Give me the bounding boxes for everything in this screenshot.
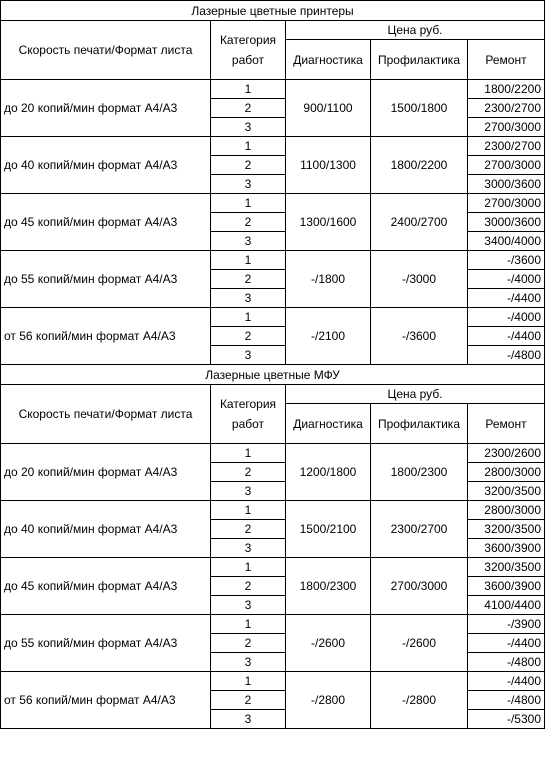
diagnostics-price-cell: 900/1100 (286, 80, 371, 137)
diagnostics-price-cell: 1500/2100 (286, 501, 371, 558)
header-speed: Скорость печати/Формат листа (1, 21, 211, 80)
repair-price-cell: 3400/4000 (468, 232, 545, 251)
category-cell: 3 (211, 232, 286, 251)
header-maintenance: Профилактика (371, 404, 468, 444)
category-cell: 2 (211, 99, 286, 118)
category-cell: 2 (211, 327, 286, 346)
category-cell: 2 (211, 577, 286, 596)
maintenance-price-cell: 1800/2200 (371, 137, 468, 194)
repair-price-cell: -/4400 (468, 327, 545, 346)
repair-price-cell: 3600/3900 (468, 577, 545, 596)
table-row (1, 444, 545, 463)
category-cell: 1 (211, 80, 286, 99)
category-cell: 1 (211, 194, 286, 213)
repair-price-cell: -/4400 (468, 634, 545, 653)
repair-price-cell: -/4400 (468, 672, 545, 691)
category-cell: 3 (211, 289, 286, 308)
header-speed: Скорость печати/Формат листа (1, 385, 211, 444)
category-cell: 3 (211, 539, 286, 558)
category-cell: 2 (211, 463, 286, 482)
category-cell: 1 (211, 444, 286, 463)
header-category: Категория работ (211, 21, 286, 80)
repair-price-cell: -/3600 (468, 251, 545, 270)
speed-format-cell: до 55 копий/мин формат А4/А3 (1, 615, 211, 672)
maintenance-price-cell: -/3000 (371, 251, 468, 308)
diagnostics-price-cell: 1100/1300 (286, 137, 371, 194)
diagnostics-price-cell: -/1800 (286, 251, 371, 308)
diagnostics-price-cell: -/2800 (286, 672, 371, 729)
repair-price-cell: 2300/2600 (468, 444, 545, 463)
speed-format-cell: до 55 копий/мин формат А4/А3 (1, 251, 211, 308)
category-cell: 2 (211, 213, 286, 232)
category-cell: 3 (211, 346, 286, 365)
diagnostics-price-cell: 1200/1800 (286, 444, 371, 501)
category-cell: 1 (211, 137, 286, 156)
speed-format-cell: до 45 копий/мин формат А4/А3 (1, 194, 211, 251)
header-diagnostics: Диагностика (286, 404, 371, 444)
repair-price-cell: 3200/3500 (468, 558, 545, 577)
repair-price-cell: 2700/3000 (468, 118, 545, 137)
category-cell: 1 (211, 615, 286, 634)
speed-format-cell: от 56 копий/мин формат А4/А3 (1, 672, 211, 729)
speed-format-cell: до 20 копий/мин формат А4/А3 (1, 80, 211, 137)
maintenance-price-cell: -/3600 (371, 308, 468, 365)
category-cell: 1 (211, 558, 286, 577)
header-repair: Ремонт (468, 40, 545, 80)
diagnostics-price-cell: 1800/2300 (286, 558, 371, 615)
speed-format-cell: от 56 копий/мин формат А4/А3 (1, 308, 211, 365)
header-price: Цена руб. (286, 21, 545, 40)
repair-price-cell: 3200/3500 (468, 520, 545, 539)
repair-price-cell: 4100/4400 (468, 596, 545, 615)
repair-price-cell: -/4800 (468, 691, 545, 710)
repair-price-cell: -/5300 (468, 710, 545, 729)
maintenance-price-cell: 1800/2300 (371, 444, 468, 501)
category-cell: 2 (211, 520, 286, 539)
category-cell: 2 (211, 634, 286, 653)
category-cell: 3 (211, 596, 286, 615)
table-row (1, 558, 545, 577)
diagnostics-price-cell: -/2100 (286, 308, 371, 365)
category-cell: 3 (211, 118, 286, 137)
section-title-row (1, 365, 545, 385)
category-cell: 3 (211, 175, 286, 194)
header-category: Категория работ (211, 385, 286, 444)
category-cell: 3 (211, 482, 286, 501)
maintenance-price-cell: -/2600 (371, 615, 468, 672)
repair-price-cell: -/4800 (468, 346, 545, 365)
repair-price-cell: -/4400 (468, 289, 545, 308)
repair-price-cell: 3600/3900 (468, 539, 545, 558)
table-row (1, 251, 545, 270)
repair-price-cell: 2300/2700 (468, 99, 545, 118)
table-row (1, 672, 545, 691)
speed-format-cell: до 40 копий/мин формат А4/А3 (1, 501, 211, 558)
table-row (1, 80, 545, 99)
repair-price-cell: -/3900 (468, 615, 545, 634)
table-row (1, 615, 545, 634)
repair-price-cell: -/4800 (468, 653, 545, 672)
header-diagnostics: Диагностика (286, 40, 371, 80)
table-row (1, 194, 545, 213)
category-cell: 2 (211, 156, 286, 175)
category-cell: 1 (211, 672, 286, 691)
repair-price-cell: 2800/3000 (468, 501, 545, 520)
section-title: Лазерные цветные принтеры (1, 1, 545, 21)
category-cell: 2 (211, 270, 286, 289)
category-cell: 2 (211, 691, 286, 710)
section-title-row (1, 1, 545, 21)
repair-price-cell: 1800/2200 (468, 80, 545, 99)
header-row (1, 21, 545, 40)
speed-format-cell: до 20 копий/мин формат А4/А3 (1, 444, 211, 501)
speed-format-cell: до 40 копий/мин формат А4/А3 (1, 137, 211, 194)
repair-price-cell: 2700/3000 (468, 156, 545, 175)
header-repair: Ремонт (468, 404, 545, 444)
header-price: Цена руб. (286, 385, 545, 404)
header-row (1, 385, 545, 404)
table-row (1, 137, 545, 156)
category-cell: 1 (211, 251, 286, 270)
category-cell: 1 (211, 501, 286, 520)
repair-price-cell: 2300/2700 (468, 137, 545, 156)
maintenance-price-cell: 2700/3000 (371, 558, 468, 615)
repair-price-cell: -/4000 (468, 270, 545, 289)
diagnostics-price-cell: 1300/1600 (286, 194, 371, 251)
maintenance-price-cell: 1500/1800 (371, 80, 468, 137)
maintenance-price-cell: 2300/2700 (371, 501, 468, 558)
maintenance-price-cell: -/2800 (371, 672, 468, 729)
repair-price-cell: 3200/3500 (468, 482, 545, 501)
header-maintenance: Профилактика (371, 40, 468, 80)
section-title: Лазерные цветные МФУ (1, 365, 545, 385)
table-row (1, 501, 545, 520)
category-cell: 3 (211, 653, 286, 672)
repair-price-cell: 3000/3600 (468, 213, 545, 232)
category-cell: 1 (211, 308, 286, 327)
speed-format-cell: до 45 копий/мин формат А4/А3 (1, 558, 211, 615)
table-row (1, 308, 545, 327)
maintenance-price-cell: 2400/2700 (371, 194, 468, 251)
diagnostics-price-cell: -/2600 (286, 615, 371, 672)
category-cell: 3 (211, 710, 286, 729)
repair-price-cell: 3000/3600 (468, 175, 545, 194)
repair-price-cell: 2800/3000 (468, 463, 545, 482)
repair-price-cell: -/4000 (468, 308, 545, 327)
price-table-body (1, 1, 545, 729)
repair-price-cell: 2700/3000 (468, 194, 545, 213)
